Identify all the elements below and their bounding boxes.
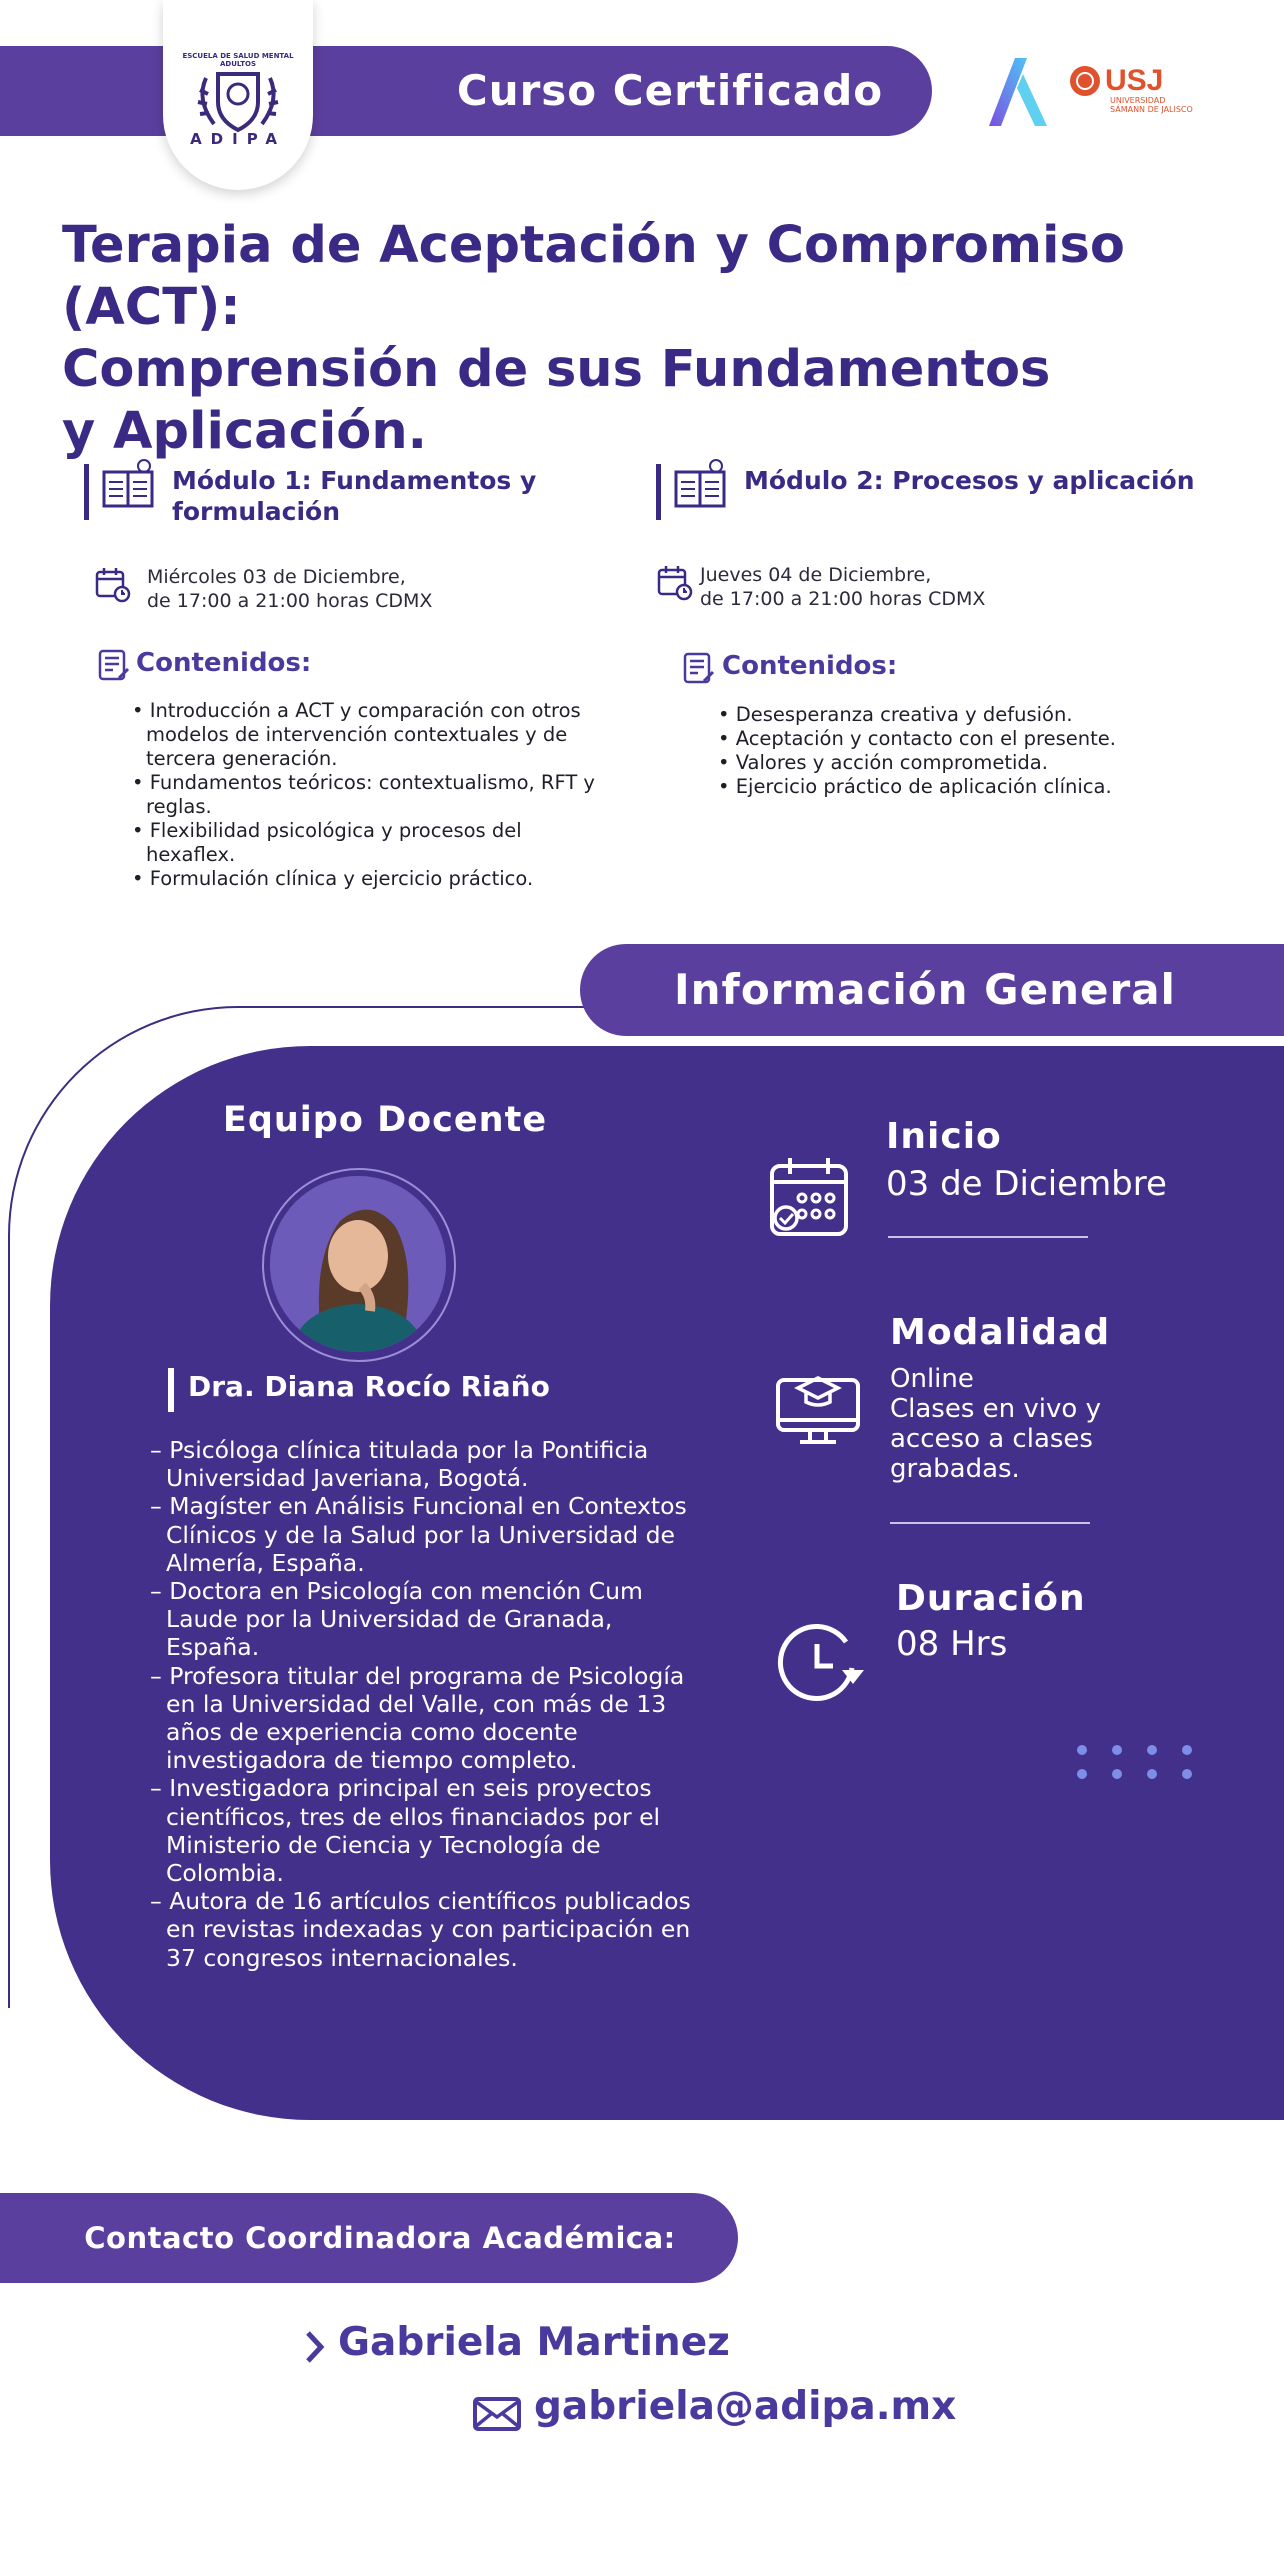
book-lightbulb-icon (672, 456, 732, 516)
adipa-badge-logo (163, 0, 313, 190)
mode-label: Modalidad (890, 1312, 1111, 1353)
document-pencil-icon (97, 648, 131, 682)
laurel-shield-icon (188, 68, 288, 138)
adipa-a-logo-icon (985, 54, 1055, 130)
divider (888, 1236, 1088, 1238)
module-2-contents-list (716, 703, 1236, 799)
module-1-accent-bar (84, 464, 89, 520)
start-value: 03 de Diciembre (886, 1164, 1167, 1204)
start-label: Inicio (886, 1116, 1002, 1157)
mode-line-2: Clases en vivo y (890, 1394, 1101, 1424)
teacher-photo (270, 1176, 446, 1352)
document-pencil-icon (682, 651, 716, 685)
bio-item: – Doctora en Psicología con mención Cum Laude por la Universidad de Granada, España. (150, 1577, 643, 1662)
chevron-right-icon (304, 2330, 326, 2364)
module-1-date-line-1: Miércoles 03 de Diciembre, (147, 566, 406, 588)
book-lightbulb-icon (100, 456, 160, 516)
module-1-date-line-2: de 17:00 a 21:00 horas CDMX (147, 590, 433, 612)
module-2-date-line-2: de 17:00 a 21:00 horas CDMX (700, 588, 986, 610)
module-1-contents-label: Contenidos: (136, 648, 312, 678)
bio-item: – Profesora titular del programa de Psicología en la Universidad del Valle, con más de 13 años de experiencia como docente investigadora de tiempo completo. (150, 1661, 685, 1775)
calendar-clock-icon (94, 566, 132, 604)
bio-item: – Autora de 16 artículos científicos publicados en revistas indexadas y con participación en 37 congresos internacionales. (150, 1887, 691, 1972)
list-item: • Desesperanza creativa y defusión. (718, 703, 1073, 726)
mode-line-1: Online (890, 1364, 974, 1394)
info-section-title: Información General (674, 965, 1176, 1014)
partner-logo-text: USJ (1105, 64, 1164, 97)
module-2-contents-label: Contenidos: (722, 651, 898, 681)
list-item: • Valores y acción comprometida. (718, 751, 1048, 774)
team-title: Equipo Docente (222, 1100, 548, 1140)
course-title-line-2: Comprensión de sus Fundamentos (62, 340, 1051, 399)
duration-label: Duración (896, 1578, 1086, 1619)
bio-item: – Psicóloga clínica titulada por la Pontificia Universidad Javeriana, Bogotá. (150, 1436, 649, 1493)
partner-logo-subtitle: UNIVERSIDAD SÁMANN DE JALISCO (1110, 96, 1193, 114)
module-2-date-line-1: Jueves 04 de Diciembre, (700, 564, 932, 586)
list-item: • Ejercicio práctico de aplicación clínica. (718, 775, 1112, 798)
teacher-name: Dra. Diana Rocío Riaño (188, 1370, 550, 1403)
list-item: • Flexibilidad psicológica y procesos del hexaflex. (132, 819, 522, 866)
mode-line-3: acceso a clases (890, 1424, 1093, 1454)
teacher-portrait-icon (270, 1176, 446, 1352)
mail-icon (472, 2396, 522, 2432)
course-title (62, 215, 1262, 463)
badge-brand-text: ADIPA (190, 130, 286, 148)
module-1-title (172, 465, 592, 527)
module-2-date (700, 563, 985, 611)
course-title-line-3: y Aplicación. (62, 402, 428, 461)
module-1-date (147, 565, 432, 613)
module-1-title-line-1: Módulo 1: Fundamentos y (172, 466, 537, 495)
divider (890, 1522, 1090, 1524)
list-item: • Aceptación y contacto con el presente. (718, 727, 1116, 750)
usj-seal-icon (1068, 64, 1102, 98)
list-item: • Introducción a ACT y comparación con otros modelos de intervención contextuales y de tercera generación. (132, 699, 581, 770)
teacher-name-accent (168, 1368, 174, 1412)
badge-crest-text: ESCUELA DE SALUD MENTAL ADULTOS (182, 52, 294, 68)
contact-name: Gabriela Martinez (338, 2320, 730, 2365)
calendar-check-icon (766, 1154, 854, 1242)
duration-value: 08 Hrs (896, 1624, 1008, 1664)
list-item: • Fundamentos teóricos: contextualismo, RFT y reglas. (132, 771, 595, 818)
mode-line-4: grabadas. (890, 1454, 1020, 1484)
online-class-monitor-icon (774, 1362, 862, 1450)
module-1-contents-list (130, 699, 610, 891)
contact-email-link[interactable]: gabriela@adipa.mx (534, 2384, 957, 2429)
clock-timer-icon (776, 1620, 868, 1706)
list-item: • Formulación clínica y ejercicio práctico. (132, 867, 534, 890)
module-2-title: Módulo 2: Procesos y aplicación (744, 466, 1195, 495)
module-1-title-line-2: formulación (172, 497, 341, 526)
bio-item: – Magíster en Análisis Funcional en Contextos Clínicos y de la Salud por la Universidad de Almería, España. (150, 1492, 687, 1577)
module-2-accent-bar (656, 464, 661, 520)
calendar-clock-icon (656, 564, 694, 602)
header-title: Curso Certificado (456, 66, 884, 115)
teacher-bio (150, 1436, 710, 1972)
decorative-dots-icon (1072, 1742, 1202, 1792)
course-title-line-1: Terapia de Aceptación y Compromiso (ACT): (62, 216, 1125, 337)
mode-text (890, 1364, 1101, 1484)
bio-item: – Investigadora principal en seis proyectos científicos, tres de ellos financiados por el Ministerio de Ciencia y Tecnología de Colombia. (150, 1774, 661, 1888)
contact-title: Contacto Coordinadora Académica: (84, 2221, 676, 2255)
